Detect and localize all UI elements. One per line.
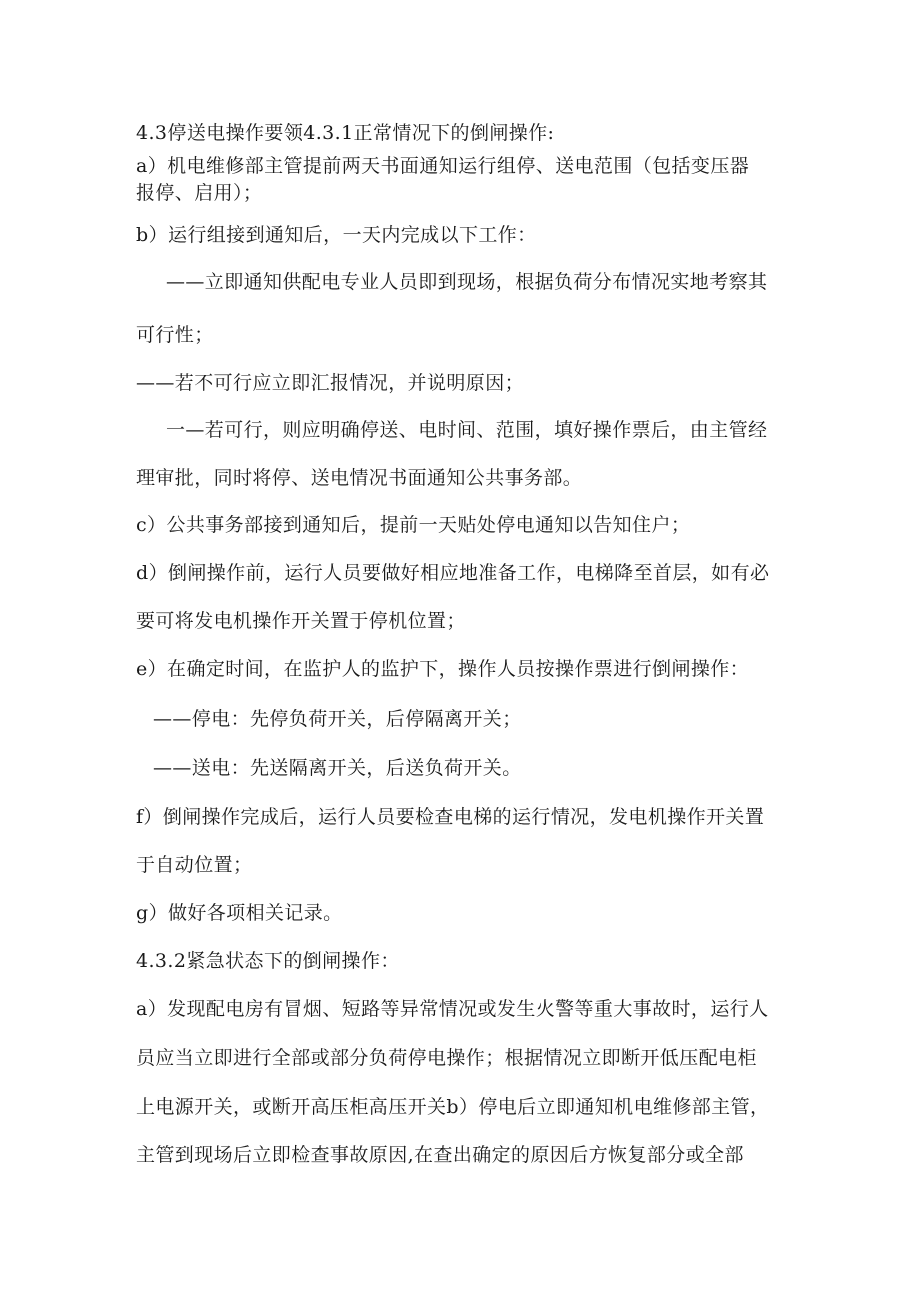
paragraph-line: ——送电：先送隔离开关，后送负荷开关。 <box>153 757 522 779</box>
paragraph-line: g）做好各项相关记录。 <box>136 902 343 924</box>
paragraph-line: 可行性； <box>136 324 214 346</box>
paragraph-line: 要可将发电机操作开关置于停机位置； <box>136 610 466 632</box>
paragraph-line: b）运行组接到通知后，一天内完成以下工作： <box>136 224 537 246</box>
paragraph-line: 员应当立即进行全部或部分负荷停电操作；根据情况立即断开低压配电柜 <box>136 1047 757 1069</box>
paragraph-line: 上电源开关，或断开高压柜高压开关b）停电后立即通知机电维修部主管， <box>136 1096 770 1118</box>
section-heading-4-3: 4.3停送电操作要领4.3.1正常情况下的倒闸操作: <box>136 122 555 144</box>
paragraph-line: 理审批，同时将停、送电情况书面通知公共事务部。 <box>136 467 583 489</box>
paragraph-line: 主管到现场后立即检查事故原因,在查出确定的原因后方恢复部分或全部 <box>136 1144 744 1166</box>
section-heading-4-3-2: 4.3.2紧急状态下的倒闸操作： <box>136 950 400 972</box>
paragraph-line: a）机电维修部主管提前两天书面通知运行组停、送电范围（包括变压器 <box>136 155 750 177</box>
paragraph-line: a）发现配电房有冒烟、短路等异常情况或发生火警等重大事故时，运行人 <box>136 998 769 1020</box>
paragraph-line: 于自动位置； <box>136 854 253 876</box>
paragraph-line: c）公共事务部接到通知后，提前一天贴处停电通知以告知住户； <box>136 514 691 536</box>
paragraph-line: ——停电：先停负荷开关，后停隔离开关； <box>153 708 522 730</box>
paragraph-line: 报停、启用）； <box>136 182 263 204</box>
paragraph-line: ——若不可行应立即汇报情况，并说明原因； <box>136 372 525 394</box>
paragraph-line: 一—若可行，则应明确停送、电时间、范围，填好操作票后，由主管经 <box>166 419 768 441</box>
paragraph-line: f）倒闸操作完成后，运行人员要检查电梯的运行情况，发电机操作开关置 <box>136 806 765 828</box>
paragraph-line: e）在确定时间，在监护人的监护下，操作人员按操作票进行倒闸操作： <box>136 658 750 680</box>
paragraph-line: ——立即通知供配电专业人员即到现场，根据负荷分布情况实地考察其 <box>166 271 768 293</box>
paragraph-line: d）倒闸操作前，运行人员要做好相应地准备工作，电梯降至首层，如有必 <box>136 562 770 584</box>
